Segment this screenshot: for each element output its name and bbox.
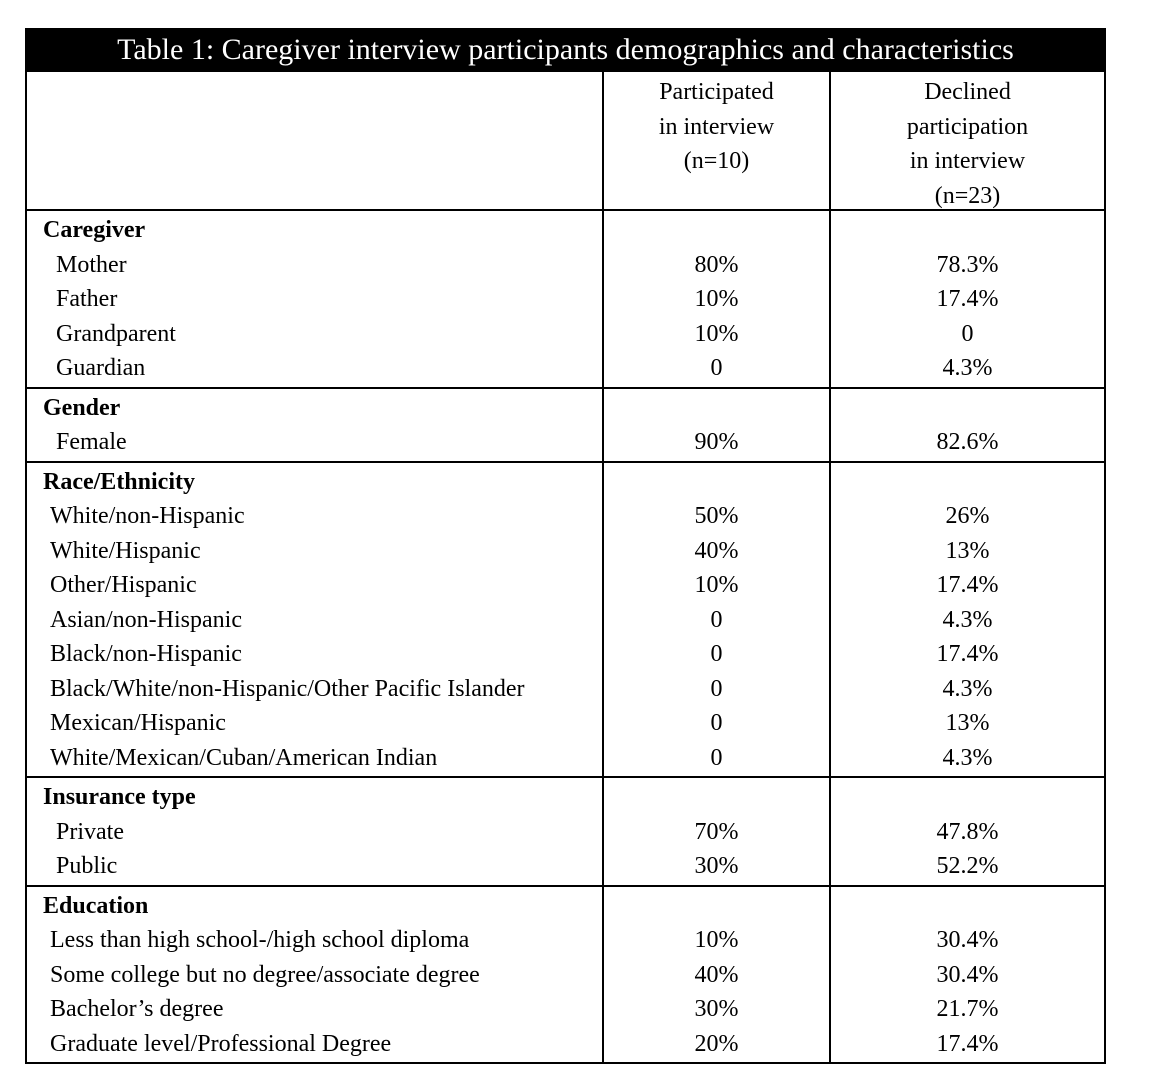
row-label: Black/non-Hispanic — [50, 641, 242, 667]
row-label: Graduate level/Professional Degree — [50, 1030, 392, 1057]
row-label: Mother — [56, 251, 127, 278]
participated-value: 70% — [694, 818, 739, 845]
row-label: Some college but no degree/associate degree — [50, 961, 480, 988]
table-header-row — [27, 72, 1104, 211]
participated-value: 10% — [694, 927, 739, 953]
row-label: Father — [56, 286, 118, 312]
participated-value: 0 — [710, 355, 723, 381]
table-section — [27, 389, 1104, 463]
row-label: Grandparent — [56, 320, 176, 347]
label-column — [27, 463, 602, 777]
row-label: Other/Hispanic — [50, 572, 197, 598]
declined-column — [829, 778, 1104, 885]
section-title: Caregiver — [43, 217, 146, 243]
header-participated — [602, 72, 829, 209]
section-title: Gender — [43, 394, 121, 421]
participated-value: 40% — [694, 537, 739, 564]
row-label: White/Hispanic — [50, 537, 201, 564]
participated-value: 80% — [694, 251, 739, 278]
table-section — [27, 211, 1104, 389]
declined-value: 17.4% — [936, 1030, 999, 1057]
declined-column — [829, 463, 1104, 777]
label-column — [27, 887, 602, 1063]
section-title: Education — [43, 892, 149, 919]
row-label: White/non-Hispanic — [50, 503, 245, 529]
row-label: Private — [56, 818, 124, 845]
section-title: Race/Ethnicity — [43, 468, 195, 495]
header-line: (n=23) — [934, 182, 1001, 209]
declined-value: 30.4% — [936, 961, 999, 988]
declined-value: 17.4% — [936, 641, 999, 667]
header-line: participation — [906, 113, 1029, 140]
participated-value: 40% — [694, 961, 739, 988]
declined-value: 4.3% — [942, 355, 993, 381]
participated-column — [602, 211, 829, 387]
participated-value: 20% — [694, 1030, 739, 1057]
table-title: Table 1: Caregiver interview participants demographics and characteristics — [25, 28, 1106, 72]
declined-column — [829, 211, 1104, 387]
demographics-table — [25, 28, 1106, 1064]
row-label: Public — [56, 853, 118, 879]
participated-value: 90% — [694, 429, 739, 455]
row-label: White/Mexican/Cuban/American Indian — [50, 744, 438, 771]
header-line: (n=10) — [683, 148, 750, 174]
declined-value: 4.3% — [942, 744, 993, 771]
participated-value: 10% — [694, 572, 739, 598]
participated-value: 10% — [694, 320, 739, 347]
row-label: Bachelor’s degree — [50, 996, 224, 1022]
header-empty-cell — [27, 72, 602, 209]
row-label: Less than high school-/high school diploma — [50, 927, 470, 953]
declined-value: 26% — [945, 503, 990, 529]
participated-value: 0 — [710, 606, 723, 633]
participated-column — [602, 887, 829, 1063]
declined-value: 4.3% — [942, 606, 993, 633]
header-line: in interview — [909, 148, 1026, 174]
table-sections — [27, 211, 1104, 1062]
header-line: Participated — [659, 79, 774, 105]
declined-column — [829, 887, 1104, 1063]
row-label: Female — [56, 429, 127, 455]
declined-column — [829, 389, 1104, 461]
declined-value: 52.2% — [936, 853, 999, 879]
declined-value: 13% — [945, 710, 990, 736]
declined-value: 30.4% — [936, 927, 999, 953]
declined-value: 0 — [961, 320, 974, 347]
row-label: Black/White/non-Hispanic/Other Pacific Islander — [50, 675, 525, 702]
declined-value: 78.3% — [936, 251, 999, 278]
participated-value: 0 — [710, 641, 723, 667]
participated-value: 50% — [694, 503, 739, 529]
table-section — [27, 463, 1104, 779]
participated-value: 30% — [694, 853, 739, 879]
label-column — [27, 389, 602, 461]
declined-value: 13% — [945, 537, 990, 564]
table-section — [27, 778, 1104, 887]
table-section — [27, 887, 1104, 1063]
header-line: in interview — [658, 113, 775, 140]
participated-value: 30% — [694, 996, 739, 1022]
declined-value: 47.8% — [936, 818, 999, 845]
row-label: Asian/non-Hispanic — [50, 606, 242, 633]
table-body — [25, 72, 1106, 1064]
declined-value: 17.4% — [936, 572, 999, 598]
declined-value: 82.6% — [936, 429, 999, 455]
declined-value: 4.3% — [942, 675, 993, 702]
participated-value: 0 — [710, 744, 723, 771]
header-line: Declined — [924, 79, 1011, 105]
participated-column — [602, 389, 829, 461]
section-title: Insurance type — [43, 784, 196, 810]
header-declined — [829, 72, 1104, 209]
declined-value: 21.7% — [936, 996, 999, 1022]
participated-value: 10% — [694, 286, 739, 312]
participated-column — [602, 778, 829, 885]
participated-column — [602, 463, 829, 777]
row-label: Guardian — [56, 355, 146, 381]
label-column — [27, 778, 602, 885]
row-label: Mexican/Hispanic — [50, 710, 226, 736]
participated-value: 0 — [710, 710, 723, 736]
label-column — [27, 211, 602, 387]
declined-value: 17.4% — [936, 286, 999, 312]
participated-value: 0 — [710, 675, 723, 702]
